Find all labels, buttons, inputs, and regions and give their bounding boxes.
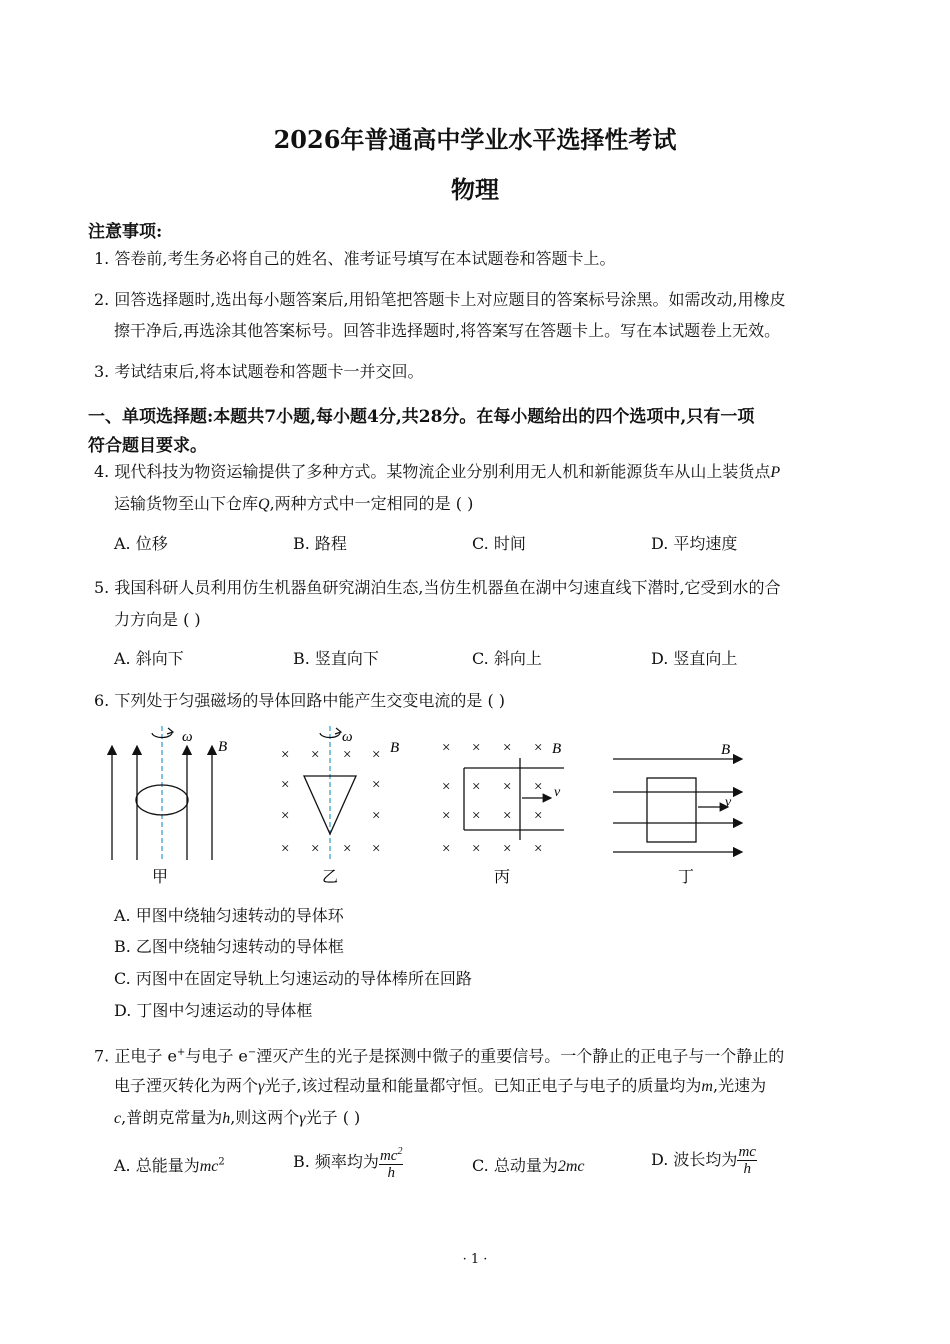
notice-item-1: 1. 答卷前,考生务必将自己的姓名、准考证号填写在本试题卷和答题卡上。 xyxy=(94,249,616,268)
cross: × xyxy=(281,747,290,763)
q7-text-5: 光子,该过程动量和能量都守恒。已知正电子与电子的质量均为 xyxy=(264,1076,702,1095)
q4-option-d: D. 平均速度 xyxy=(651,534,738,553)
q5-stem-line-2: 力方向是 ( ) xyxy=(114,610,201,629)
q7-var-h: h xyxy=(222,1110,231,1127)
cross: × xyxy=(472,841,481,857)
q7-stem-line-2 xyxy=(114,1076,766,1097)
cross: × xyxy=(472,808,481,824)
q7-option-a xyxy=(114,1153,225,1176)
q7-var-c: c xyxy=(114,1110,122,1127)
section-heading-line-1: 一、单项选择题:本题共7小题,每小题4分,共28分。在每小题给出的四个选项中,只有一项 xyxy=(88,407,755,427)
q4-stem-line-1 xyxy=(94,462,780,483)
figure-jia xyxy=(112,726,227,886)
cross: × xyxy=(503,808,512,824)
q5-option-a: A. 斜向下 xyxy=(114,649,184,668)
cross: × xyxy=(534,841,543,857)
figure-bing xyxy=(442,740,564,886)
q4-stem-text-2: 运输货物至山下仓库 xyxy=(114,494,259,513)
figure-yi xyxy=(281,726,399,886)
q7-option-b-numerator: mc xyxy=(379,1148,398,1164)
q7-text-3: 湮灭产生的光子是探测中微子的重要信号。一个静止的正电子与一个静止的 xyxy=(256,1046,785,1066)
q7-option-b-denominator: h xyxy=(387,1165,395,1181)
q7-var-m: m xyxy=(701,1078,713,1095)
q7-gamma-2: γ xyxy=(299,1110,306,1127)
label-yi: 乙 xyxy=(322,869,339,886)
q7-stem-line-1 xyxy=(94,1043,784,1066)
notice-item-3: 3. 考试结束后,将本试题卷和答题卡一并交回。 xyxy=(94,362,424,381)
q6-option-a: A. 甲图中绕轴匀速转动的导体环 xyxy=(114,906,344,925)
label-bing: 丙 xyxy=(494,869,511,886)
q7-option-c-text: C. 总动量为 xyxy=(472,1156,558,1175)
q5-option-c: C. 斜向上 xyxy=(472,649,542,668)
q7-text-2: 与电子 e xyxy=(185,1046,248,1066)
field-label-yi: B xyxy=(390,740,400,756)
cross: × xyxy=(372,747,381,763)
q4-option-a: A. 位移 xyxy=(114,534,168,553)
subject-title: 物理 xyxy=(451,175,499,204)
cross: × xyxy=(503,740,512,756)
cross: × xyxy=(343,747,352,763)
section-heading-line-2: 符合题目要求。 xyxy=(88,436,207,456)
q7-text-6: ,光速为 xyxy=(712,1076,767,1095)
q7-text-7: ,普朗克常量为 xyxy=(121,1108,223,1127)
field-label-bing: B xyxy=(552,741,562,757)
q7-option-a-sup: 2 xyxy=(218,1156,225,1168)
notice-item-2-line-2: 擦干净后,再选涂其他答案标号。回答非选择题时,将答案写在答题卡上。写在本试题卷上无效。 xyxy=(114,321,781,340)
q5-option-b: B. 竖直向下 xyxy=(293,649,379,668)
q6-figure xyxy=(100,722,780,890)
cross: × xyxy=(503,841,512,857)
velocity-label-bing: v xyxy=(554,785,561,800)
cross: × xyxy=(442,808,451,824)
q6-option-c: C. 丙图中在固定导轨上匀速运动的导体棒所在回路 xyxy=(114,969,472,988)
q7-option-d-fraction xyxy=(737,1144,757,1177)
q7-option-a-text: A. 总能量为 xyxy=(114,1156,200,1175)
cross: × xyxy=(281,808,290,824)
cross: × xyxy=(281,841,290,857)
q7-option-c xyxy=(472,1153,585,1176)
q7-option-b-sup: 2 xyxy=(397,1146,403,1157)
figure-ding xyxy=(613,742,742,886)
cross: × xyxy=(311,841,320,857)
label-ding: 丁 xyxy=(678,869,695,886)
q4-var-p: P xyxy=(770,464,781,481)
field-label-jia: B xyxy=(218,739,228,755)
q7-gamma: γ xyxy=(258,1078,265,1095)
q6-option-b: B. 乙图中绕轴匀速转动的导体框 xyxy=(114,937,344,956)
cross: × xyxy=(281,777,290,793)
q7-text-4: 电子湮灭转化为两个 xyxy=(114,1076,259,1095)
q4-stem-text: 4. 现代科技为物资运输提供了多种方式。某物流企业分别利用无人机和新能源货车从山上装货点 xyxy=(94,462,771,481)
cross: × xyxy=(372,841,381,857)
q5-option-d: D. 竖直向上 xyxy=(651,649,738,668)
field-label-ding: B xyxy=(721,742,731,758)
notice-item-2-line-1: 2. 回答选择题时,选出每小题答案后,用铅笔把答题卡上对应题目的答案标号涂黑。如需改动,用橡皮 xyxy=(94,290,786,309)
q7-stem-line-3 xyxy=(114,1108,360,1129)
velocity-label-ding: v xyxy=(725,795,732,810)
cross: × xyxy=(534,740,543,756)
omega-label-jia: ω xyxy=(182,729,193,745)
q6-stem: 6. 下列处于匀强磁场的导体回路中能产生交变电流的是 ( ) xyxy=(94,691,506,710)
page-number: · 1 · xyxy=(462,1252,488,1267)
q7-option-b-fraction xyxy=(379,1144,404,1181)
omega-label-yi: ω xyxy=(342,729,353,745)
q4-var-q: Q xyxy=(258,496,270,513)
q4-option-b: B. 路程 xyxy=(293,534,347,553)
cross: × xyxy=(442,740,451,756)
q7-electron-sup: − xyxy=(247,1047,257,1058)
cross: × xyxy=(442,841,451,857)
q5-stem-line-1: 5. 我国科研人员利用仿生机器鱼研究湖泊生态,当仿生机器鱼在湖中匀速直线下潜时,它受到水的合 xyxy=(94,578,781,597)
q4-stem-line-2 xyxy=(114,494,473,515)
cross: × xyxy=(534,779,543,795)
cross: × xyxy=(472,740,481,756)
notice-heading: 注意事项: xyxy=(88,222,163,242)
q7-option-d-text: D. 波长均为 xyxy=(651,1150,738,1169)
q7-option-a-math: mc xyxy=(199,1158,219,1175)
cross: × xyxy=(534,808,543,824)
cross: × xyxy=(311,747,320,763)
cross: × xyxy=(343,841,352,857)
cross: × xyxy=(472,779,481,795)
q7-option-c-math: 2mc xyxy=(557,1158,585,1175)
q7-text-1: 7. 正电子 e xyxy=(94,1046,177,1066)
q7-option-b-text: B. 频率均为 xyxy=(293,1152,379,1171)
q7-text-8: ,则这两个 xyxy=(230,1108,300,1127)
cross: × xyxy=(372,777,381,793)
label-jia: 甲 xyxy=(152,869,169,886)
q7-option-d xyxy=(651,1144,757,1177)
q7-option-d-numerator: mc xyxy=(738,1144,756,1160)
cross: × xyxy=(503,779,512,795)
q7-positron-sup: + xyxy=(176,1047,186,1058)
exam-title: 2026年普通高中学业水平选择性考试 xyxy=(273,125,677,154)
q4-stem-text-3: ,两种方式中一定相同的是 ( ) xyxy=(269,494,474,513)
q4-option-c: C. 时间 xyxy=(472,534,526,553)
q6-option-d: D. 丁图中匀速运动的导体框 xyxy=(114,1001,313,1020)
q7-option-d-denominator: h xyxy=(743,1161,751,1177)
cross: × xyxy=(372,808,381,824)
cross: × xyxy=(442,779,451,795)
q7-text-9: 光子 ( ) xyxy=(305,1108,361,1127)
q7-option-b xyxy=(293,1144,403,1181)
